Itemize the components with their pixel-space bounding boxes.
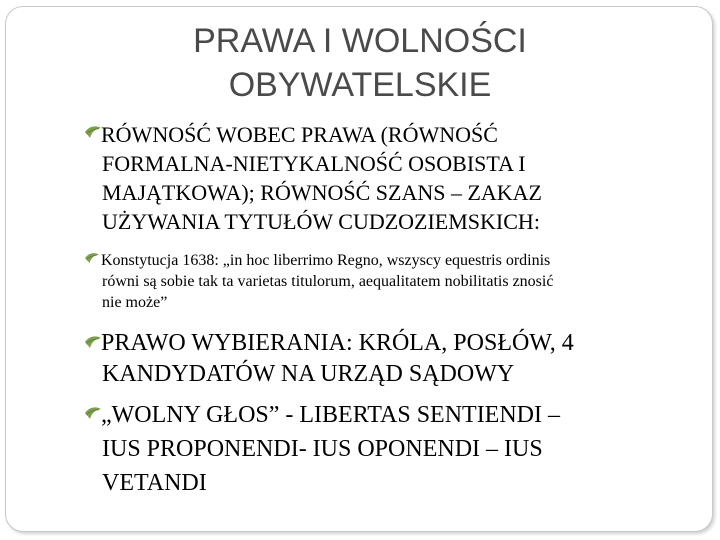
bullet-free-voice: [84, 398, 644, 500]
bullet-equality: [84, 120, 644, 236]
bullet-2-line-3: nie może”: [102, 294, 168, 311]
leaf-bullet-icon: [84, 335, 104, 355]
title-line-1: PRAWA I WOLNOŚCI: [193, 22, 527, 60]
bullet-3-line-1: PRAWO WYBIERANIA: KRÓLA, POSŁÓW, 4: [101, 330, 574, 356]
bullet-right-to-elect: [84, 328, 674, 390]
bullet-4-line-3: VETANDI: [102, 470, 207, 496]
bullet-4-line-1: „WOLNY GŁOS” - LIBERTAS SENTIENDI –: [101, 402, 560, 428]
bullet-3-line-2: KANDYDATÓW NA URZĄD SĄDOWY: [102, 361, 515, 387]
bullet-constitution-1638: [84, 250, 684, 313]
leaf-bullet-icon: [84, 125, 104, 145]
bullet-2-line-2: równi są sobie tak ta varietas titulorum, aequalitatem nobilitatis znosić: [102, 273, 554, 290]
bullet-1-line-1: RÓWNOŚĆ WOBEC PRAWA (RÓWNOŚĆ: [101, 122, 498, 147]
title-line-2: OBYWATELSKIE: [228, 66, 492, 104]
leaf-bullet-icon: [84, 252, 104, 272]
leaf-bullet-icon: [84, 406, 104, 426]
bullet-4-line-2: IUS PROPONENDI- IUS OPONENDI – IUS: [102, 436, 543, 462]
bullet-1-line-4: UŻYWANIA TYTUŁÓW CUDZOZIEMSKICH:: [102, 209, 540, 234]
bullet-1-line-2: FORMALNA-NIETYKALNOŚĆ OSOBISTA I: [102, 151, 526, 176]
bullet-1-line-3: MAJĄTKOWA); RÓWNOŚĆ SZANS – ZAKAZ: [102, 180, 542, 205]
slide-title: [70, 19, 650, 107]
bullet-2-line-1: Konstytucja 1638: „in hoc liberrimo Regno, wszyscy equestris ordinis: [101, 252, 551, 269]
